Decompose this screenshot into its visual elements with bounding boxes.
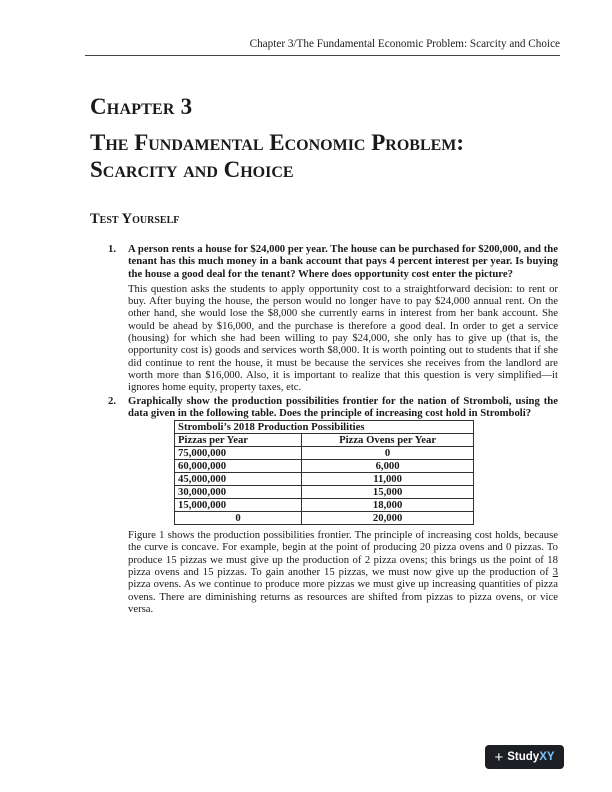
pizzas-cell: 0 [175,512,302,525]
answer-underlined-number: 3 [552,566,558,579]
answer-text [128,529,558,615]
brand-logo [507,751,554,763]
answer-text-part-1: Figure 1 shows the production possibilities frontier. The principle of increasing cost holds, because the curve is concave. For example, begin at the point of producing 20 pizza ovens and 0 pizzas. To produce 15 pizzas we must give up the production of 2 pizza ovens; this brings us the point of 18 pizza ovens and 15 pizzas. To gain another 15 pizzas, we must now give up the production of [128,529,558,579]
chapter-title [90,129,570,183]
question-text: A person rents a house for $24,000 per year. The house can be purchased for $200,000, and the tenant has this much money in a bank account that pays 4 percent interest per year. Is buying the house a good deal for the tenant? Where does opportunity cost enter the picture? [128,243,558,280]
column-header-pizzas: Pizzas per Year [175,434,302,447]
table-row [175,473,474,486]
column-header-ovens: Pizza Ovens per Year [302,434,474,447]
production-possibilities-table [174,420,474,525]
table-row [175,512,474,525]
chapter-title-line-1: The Fundamental Economic Problem: [90,130,465,155]
pizzas-cell: 45,000,000 [175,473,302,486]
question-number: 1. [108,243,117,255]
plus-icon: + [494,748,504,766]
studyxy-badge[interactable] [485,745,564,769]
table-title: Stromboli’s 2018 Production Possibilities [175,421,474,434]
table-title-row [175,421,474,434]
question-number: 2. [108,394,117,407]
ovens-cell: 18,000 [302,499,474,512]
pizzas-cell: 30,000,000 [175,486,302,499]
running-header: Chapter 3/The Fundamental Economic Problem: Scarcity and Choice [249,38,560,50]
table-row [175,447,474,460]
ovens-cell: 11,000 [302,473,474,486]
question-1 [108,243,558,394]
chapter-title-line-2: Scarcity and Choice [90,157,294,182]
brand-name: Study [507,751,540,763]
question-2 [108,395,558,616]
table-row [175,486,474,499]
header-rule [85,55,560,56]
section-heading: Test Yourself [90,211,180,227]
pizzas-cell: 15,000,000 [175,499,302,512]
pizzas-cell: 75,000,000 [175,447,302,460]
chapter-label: Chapter 3 [90,94,193,119]
answer-text: This question asks the students to apply opportunity cost to a straightforward decision: to rent or buy. After buying the house, the person would no longer have to pay $24,000 annual rent. On the other hand, she would lose the $8,000 she currently earns in interest from her bank account. She would be ahead by $16,000, and the purchase is therefore a good deal. In order to get a service (housing) for which she had been willing to pay $24,000, she only has to give up (that is, the opportunity cost is) goods and services worth $8,000. It is worth pointing out to students that if she did continue to rent the house, it must be because the services she receives from the landlord are worth more than $16,000. Also, it is important to realize that this question is very simplified—it ignores home equity, property taxes, etc. [128,282,558,394]
pizzas-cell: 60,000,000 [175,460,302,473]
question-text: Graphically show the production possibilities frontier for the nation of Stromboli, using the data given in the following table. Does the principle of increasing cost hold in Stromboli? [128,394,558,419]
ovens-cell: 15,000 [302,486,474,499]
brand-accent: XY [539,751,555,763]
ovens-cell: 20,000 [302,512,474,525]
ovens-cell: 6,000 [302,460,474,473]
table-row [175,460,474,473]
question-list [108,243,558,616]
answer-text-part-2: pizza ovens. As we continue to produce more pizzas we must give up increasing quantities of pizza ovens. There are diminishing returns as resources are shifted from pizzas to pizza ovens, or vice versa. [128,578,558,615]
ovens-cell: 0 [302,447,474,460]
table-header-row [175,434,474,447]
table-row [175,499,474,512]
